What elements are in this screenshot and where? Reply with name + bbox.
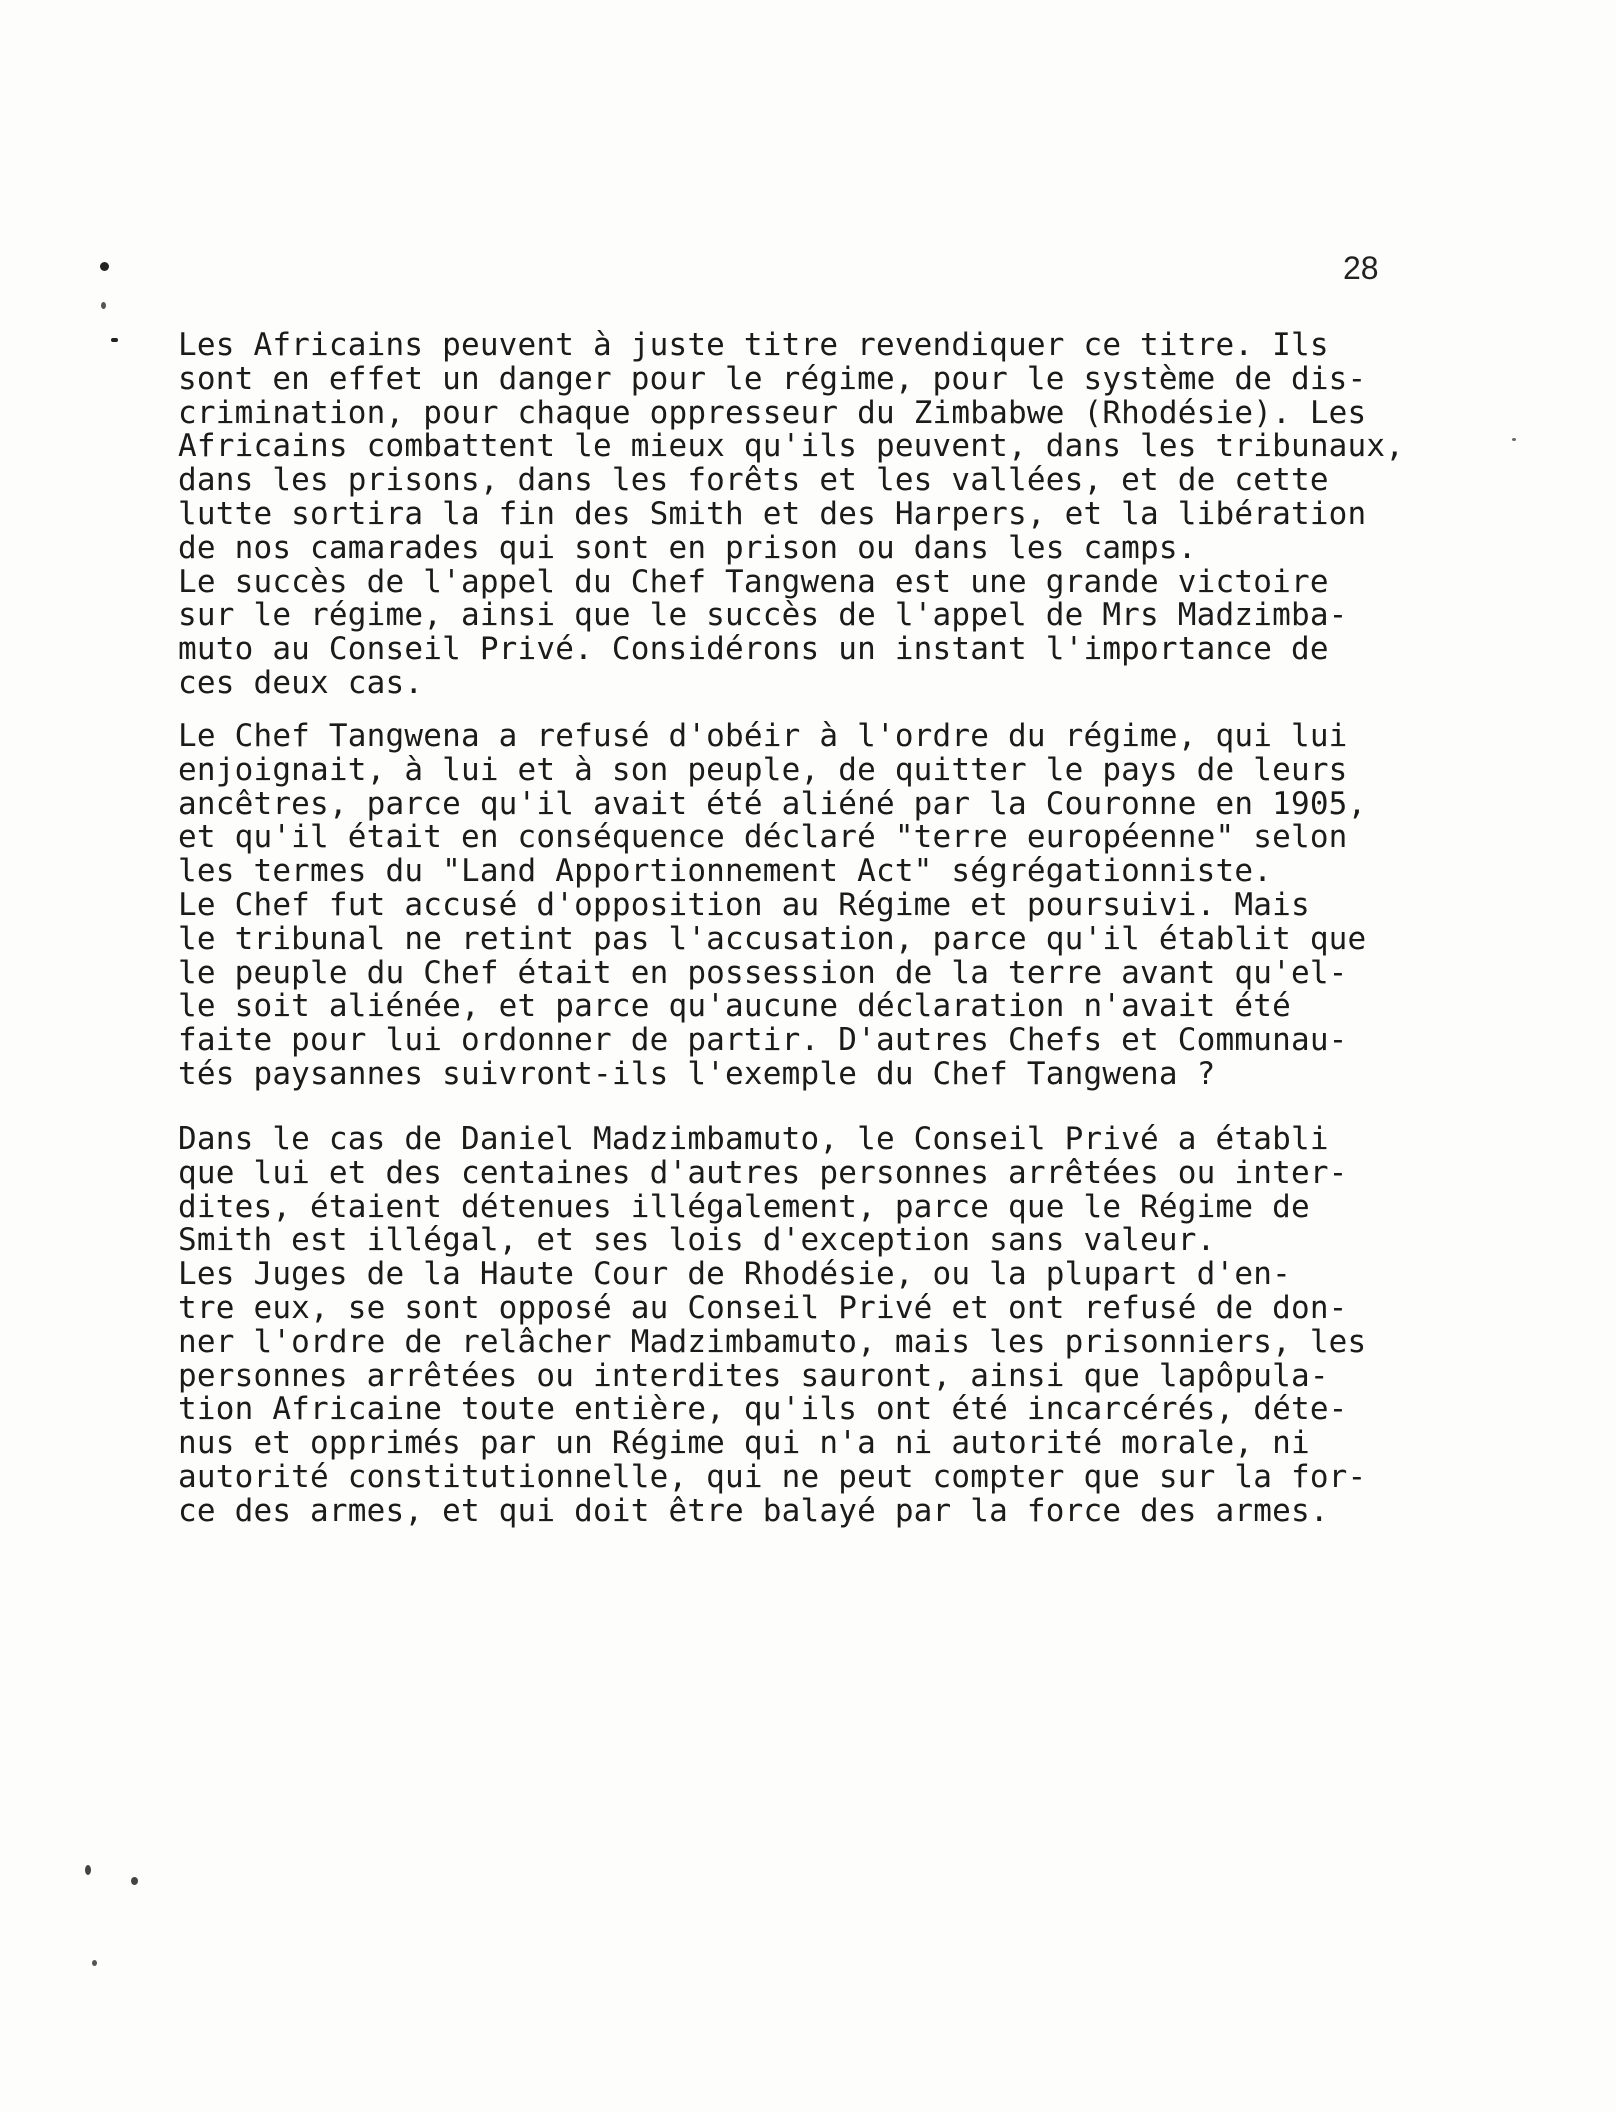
text-line: ces deux cas. — [178, 664, 424, 701]
text-line: Africains combattent le mieux qu'ils peuvent, dans les tribunaux, — [178, 428, 1405, 465]
text-line: Dans le cas de Daniel Madzimbamuto, le Conseil Privé a établi — [178, 1121, 1329, 1157]
text-line: tés paysannes suivront-ils l'exemple du Chef Tangwena ? — [178, 1055, 1216, 1092]
text-line: le peuple du Chef était en possession de la terre avant qu'el- — [178, 954, 1348, 991]
text-line: dans les prisons, dans les forêts et les vallées, et de cette — [178, 462, 1329, 499]
text-line: enjoignait, à lui et à son peuple, de quitter le pays de leurs — [178, 751, 1348, 788]
text-line: le tribunal ne retint pas l'accusation, parce qu'il établit que — [178, 920, 1367, 957]
text-line: et qu'il était en conséquence déclaré "terre européenne" selon — [178, 819, 1348, 856]
scan-speck — [101, 302, 106, 309]
scan-speck — [111, 338, 118, 342]
scan-speck — [92, 1960, 97, 1966]
paragraph-3 — [178, 1123, 1518, 1529]
scan-speck — [1512, 438, 1516, 441]
text-line: ancêtres, parce qu'il avait été aliéné par la Couronne en 1905, — [178, 785, 1367, 822]
text-line: Le Chef Tangwena a refusé d'obéir à l'ordre du régime, qui lui — [178, 718, 1348, 754]
text-line: nus et opprimés par un Régime qui n'a ni autorité morale, ni — [178, 1425, 1310, 1462]
paragraph-2 — [178, 720, 1518, 1092]
text-line: dites, étaient détenues illégalement, parce que le Régime de — [178, 1188, 1310, 1225]
text-line: tre eux, se sont opposé au Conseil Privé et ont refusé de don- — [178, 1289, 1348, 1326]
scan-speck — [100, 262, 109, 271]
text-line: le soit aliénée, et parce qu'aucune déclaration n'avait été — [178, 988, 1291, 1025]
text-line: Le Chef fut accusé d'opposition au Régime et poursuivi. Mais — [178, 886, 1310, 923]
text-line: sont en effet un danger pour le régime, pour le système de dis- — [178, 360, 1367, 397]
text-line: tion Africaine toute entière, qu'ils ont été incarcérés, déte- — [178, 1391, 1348, 1428]
text-line: personnes arrêtées ou interdites sauront, ainsi que lapôpula- — [178, 1357, 1329, 1394]
text-line: crimination, pour chaque oppresseur du Zimbabwe (Rhodésie). Les — [178, 394, 1367, 431]
text-line: lutte sortira la fin des Smith et des Harpers, et la libération — [178, 495, 1367, 532]
text-line: que lui et des centaines d'autres personnes arrêtées ou inter- — [178, 1154, 1348, 1191]
scan-speck — [85, 1865, 91, 1875]
text-line: sur le régime, ainsi que le succès de l'appel de Mrs Madzimba- — [178, 597, 1348, 634]
text-line: ner l'ordre de relâcher Madzimbamuto, mais les prisonniers, les — [178, 1323, 1367, 1360]
paragraph-1 — [178, 329, 1518, 701]
scan-speck — [131, 1877, 138, 1885]
text-line: Les Africains peuvent à juste titre revendiquer ce titre. Ils — [178, 327, 1329, 363]
page-number: 28 — [1343, 250, 1379, 286]
text-line: faite pour lui ordonner de partir. D'autres Chefs et Communau- — [178, 1022, 1348, 1059]
text-line: ce des armes, et qui doit être balayé par la force des armes. — [178, 1492, 1329, 1529]
text-line: Smith est illégal, et ses lois d'exception sans valeur. — [178, 1222, 1216, 1259]
text-line: Le succès de l'appel du Chef Tangwena est une grande victoire — [178, 563, 1329, 600]
text-line: de nos camarades qui sont en prison ou dans les camps. — [178, 529, 1197, 566]
text-line: Les Juges de la Haute Cour de Rhodésie, ou la plupart d'en- — [178, 1256, 1291, 1293]
text-line: les termes du "Land Apportionnement Act" ségrégationniste. — [178, 853, 1273, 890]
text-line: muto au Conseil Privé. Considérons un instant l'importance de — [178, 631, 1329, 668]
text-line: autorité constitutionnelle, qui ne peut compter que sur la for- — [178, 1458, 1367, 1495]
